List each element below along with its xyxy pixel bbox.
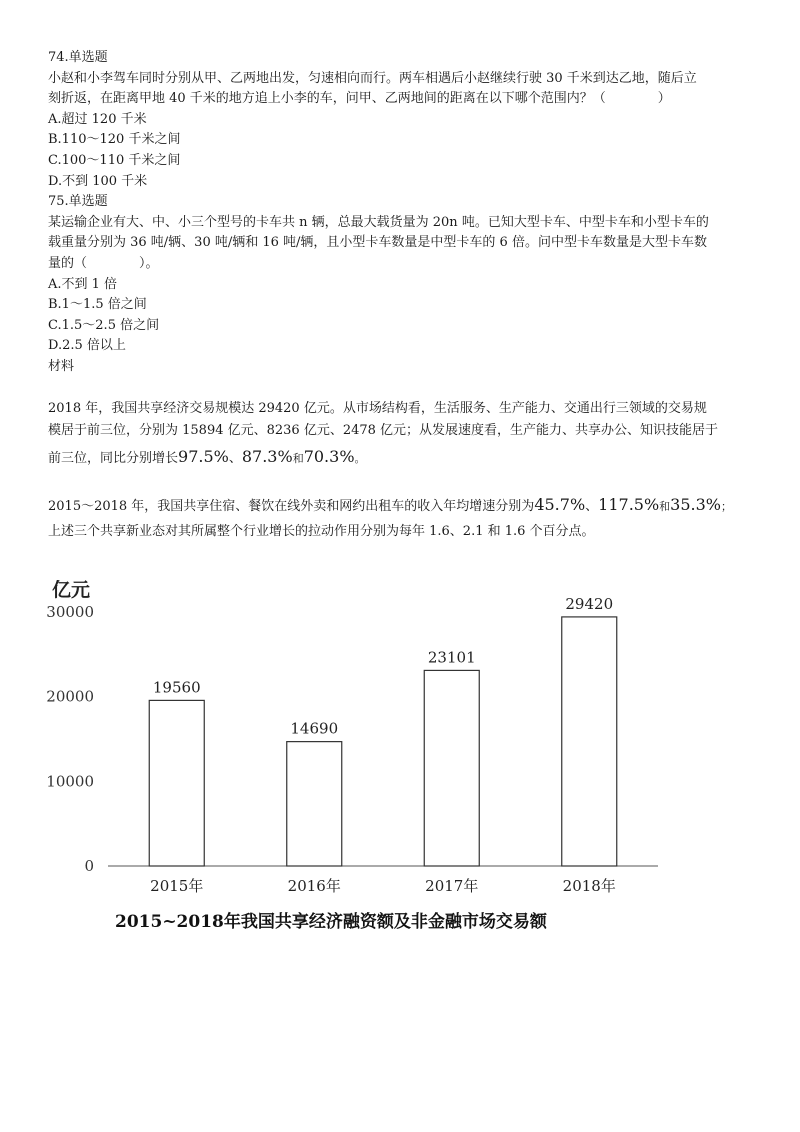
material-heading: 材料 (48, 358, 75, 374)
question-75-number: 75.单选题 (48, 194, 108, 210)
chart-title: 2015~2018年我国共享经济融资额及非金融市场交易额 (115, 912, 547, 932)
growth-value: 87.3% (241, 446, 293, 466)
question-75-stem-line: 某运输企业有大、中、小三个型号的卡车共 n 辆，总最大载货量为 20n 吨。已知大型卡车、中型卡车和小型卡车的 (48, 214, 709, 230)
bar-chart (38, 580, 678, 940)
bar-value-label: 29420 (565, 594, 614, 613)
bar (287, 742, 342, 866)
question-74-option-b: B.110～120 千米之间 (48, 132, 181, 148)
growth-value: 70.3% (303, 446, 355, 466)
question-75-option-c: C.1.5～2.5 倍之间 (48, 317, 160, 333)
y-tick-label: 30000 (46, 603, 94, 621)
material-paragraph-line (48, 443, 770, 473)
y-axis-unit-label: 亿元 (52, 580, 91, 601)
bar (149, 700, 204, 866)
material-text: 和 (292, 451, 304, 465)
material-text: 2015～2018 年，我国共享住宿、餐饮在线外卖和网约出租车的收入年均增速分别为 (48, 498, 535, 514)
material-text: ； (721, 499, 732, 513)
question-75-option-d: D.2.5 倍以上 (48, 338, 126, 354)
document-page (48, 48, 770, 543)
growth-value: 45.7% (534, 494, 586, 514)
question-74-option-d: D.不到 100 千米 (48, 173, 148, 189)
material-text: 、 (585, 498, 599, 514)
material-text: 和 (659, 499, 671, 513)
question-75-stem-line: 量的（ ）。 (48, 255, 159, 271)
question-74-stem-line: 小赵和小李驾车同时分别从甲、乙两地出发，匀速相向而行。两车相遇后小赵继续行驶 30 千米到达乙地，随后立 (48, 70, 697, 86)
material-paragraph-line: 上述三个共享新业态对其所属整个行业增长的拉动作用分别为每年 1.6、2.1 和 1.6 个百分点。 (48, 523, 595, 539)
question-75-stem-line: 载重量分别为 36 吨/辆、30 吨/辆和 16 吨/辆，且小型卡车数量是中型卡车的 6 倍。问中型卡车数量是大型卡车数 (48, 235, 707, 251)
material-paragraph-line: 2018 年，我国共享经济交易规模达 29420 亿元。从市场结构看，生活服务、生产能力、交通出行三领域的交易规 (48, 400, 707, 416)
y-tick-label: 0 (84, 857, 94, 875)
material-paragraph-line (48, 491, 770, 521)
question-74-option-a: A.超过 120 千米 (48, 111, 147, 127)
material-text: 、 (228, 450, 242, 466)
question-74-number: 74.单选题 (48, 50, 108, 65)
x-tick-label: 2018年 (562, 877, 616, 895)
question-74-stem-line: 刻折返，在距离甲地 40 千米的地方追上小李的车，问甲、乙两地间的距离在以下哪个范围内？（ ） (48, 91, 671, 107)
x-tick-label: 2017年 (425, 877, 479, 895)
question-75-option-b: B.1～1.5 倍之间 (48, 297, 147, 313)
material-text: 。 (354, 451, 366, 465)
y-tick-label: 10000 (46, 772, 94, 791)
material-paragraph-line: 模居于前三位，分别为 15894 亿元、8236 亿元、2478 亿元；从发展速度看，生产能力、共享办公、知识技能居于 (48, 423, 719, 438)
bar (562, 617, 617, 866)
question-74-option-c: C.100～110 千米之间 (48, 152, 181, 168)
growth-value: 35.3% (670, 494, 721, 514)
growth-value: 117.5% (598, 494, 660, 514)
x-tick-label: 2015年 (150, 877, 204, 895)
question-75-option-a: A.不到 1 倍 (48, 276, 118, 292)
bar-value-label: 14690 (290, 719, 339, 738)
material-text: 前三位，同比分别增长 (48, 450, 179, 466)
x-tick-label: 2016年 (287, 877, 341, 895)
bar-chart-svg (38, 580, 678, 940)
growth-value: 97.5% (178, 446, 229, 466)
bar-value-label: 23101 (427, 648, 476, 667)
bar (424, 670, 479, 866)
y-tick-label: 20000 (46, 687, 94, 706)
bar-value-label: 19560 (152, 678, 201, 697)
